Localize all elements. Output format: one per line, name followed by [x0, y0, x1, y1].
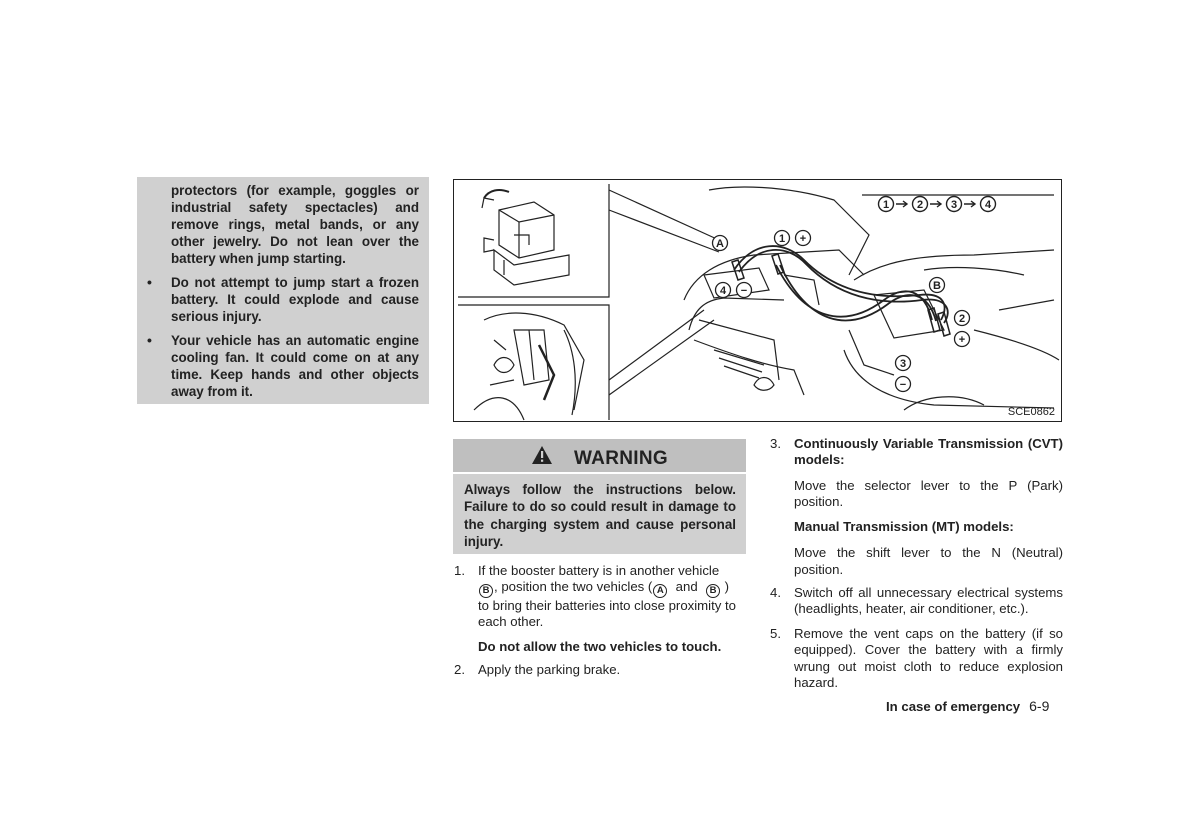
step-text: Move the selector lever to the P (Park) position. [794, 477, 1063, 509]
minus-icon [737, 283, 752, 298]
inset-frame-bottom [458, 305, 609, 420]
callout-line [609, 310, 704, 380]
svg-text:−: − [740, 285, 748, 297]
section-title: In case of emergency [886, 699, 1021, 714]
callout-line [609, 320, 714, 395]
plus-icon [796, 231, 811, 246]
step-4-icon [981, 197, 996, 212]
step-1-icon [879, 197, 894, 212]
label-b-icon [930, 278, 945, 293]
label-a-icon [713, 236, 728, 251]
label-4-icon [716, 283, 731, 298]
warning-bullet-list [147, 274, 419, 400]
svg-text:A: A [716, 238, 724, 250]
arrow-right-icon [896, 201, 907, 207]
car-disabled-drawing [844, 250, 1059, 410]
minus-icon [896, 377, 911, 392]
step-heading: Continuously Variable Transmission (CVT) models: [794, 436, 1063, 468]
circle-b-icon: B [479, 584, 493, 598]
step-text: Remove the vent caps on the battery (if so equipped). Cover the battery with a firmly wrung out moist cloth to reduce explosion hazard. [794, 626, 1063, 690]
bullet-item: • Your vehicle has an automatic engine cooling fan. It could come on at any time. Keep hands and other objects away from it. [147, 332, 419, 399]
inset-frame-top [458, 184, 609, 297]
warning-triangle-icon [531, 445, 553, 465]
circle-b-icon: B [706, 584, 720, 598]
svg-text:3: 3 [950, 199, 958, 211]
step-text: Move the shift lever to the N (Neutral) position. [794, 545, 1063, 577]
jump-start-diagram [454, 180, 1063, 423]
jump-start-illustration [453, 179, 1062, 422]
callout-line [609, 210, 719, 252]
warning-header [453, 439, 746, 474]
step-text: If the booster battery is in another vehicle B , position the two vehicles ( A and B ) to bring their batteries into close proximity to each other. [478, 563, 737, 630]
terminal-cover-drawing [482, 190, 569, 285]
step-number: 5. [770, 626, 781, 641]
svg-text:2: 2 [916, 199, 924, 211]
sequence-indicator [879, 197, 996, 212]
step-3-icon [947, 197, 962, 212]
warning-text: Always follow the instructions below. Failure to do so could result in damage to the charging system and cause personal injury. [464, 482, 736, 549]
page-footer [886, 698, 1049, 714]
step-body [478, 563, 747, 655]
bullet-dot-icon: • [147, 274, 152, 290]
step-number: 4. [770, 585, 781, 600]
warning-box [453, 439, 746, 554]
svg-text:1: 1 [882, 199, 890, 211]
bullet-item: • Do not attempt to jump start a frozen battery. It could explode and cause serious injury. [147, 274, 419, 324]
warning-continuation-box [137, 177, 429, 404]
svg-text:+: + [958, 334, 966, 346]
warning-title: WARNING [574, 448, 668, 469]
step-2-icon [913, 197, 928, 212]
svg-text:4: 4 [719, 285, 727, 297]
continuation-text: protectors (for example, goggles or industrial safety spectacles) and remove rings, metal bands, or any other jewelry. Do not lean over the battery when jump starting. [171, 183, 419, 266]
svg-text:−: − [899, 379, 907, 391]
svg-text:4: 4 [984, 199, 992, 211]
label-1-icon [775, 231, 790, 246]
step-number: 2. [454, 662, 465, 677]
label-2-icon [955, 311, 970, 326]
step-number: 1. [454, 563, 465, 578]
plus-icon [955, 332, 970, 347]
svg-text:+: + [799, 233, 807, 245]
step-text: Apply the parking brake. [478, 662, 621, 677]
page-number: 6-9 [1029, 698, 1050, 714]
label-3-icon [896, 356, 911, 371]
step-note: Do not allow the two vehicles to touch. [478, 638, 722, 654]
bullet-dot-icon: • [147, 332, 152, 348]
step-body [794, 436, 1063, 578]
svg-text:2: 2 [958, 313, 966, 325]
figure-code: SCE0862 [1007, 406, 1055, 418]
step-number: 3. [770, 436, 781, 451]
circle-a-icon: A [653, 584, 667, 598]
svg-text:3: 3 [899, 358, 907, 370]
svg-text:B: B [933, 280, 941, 292]
arrow-right-icon [964, 201, 975, 207]
step-heading: Manual Transmission (MT) models: [794, 519, 1014, 535]
engine-detail-drawing [474, 313, 584, 420]
arrow-right-icon [930, 201, 941, 207]
callout-line [609, 190, 719, 240]
svg-text:1: 1 [778, 233, 786, 245]
step-text: Switch off all unnecessary electrical systems (headlights, heater, air conditioner, etc.). [794, 585, 1063, 617]
